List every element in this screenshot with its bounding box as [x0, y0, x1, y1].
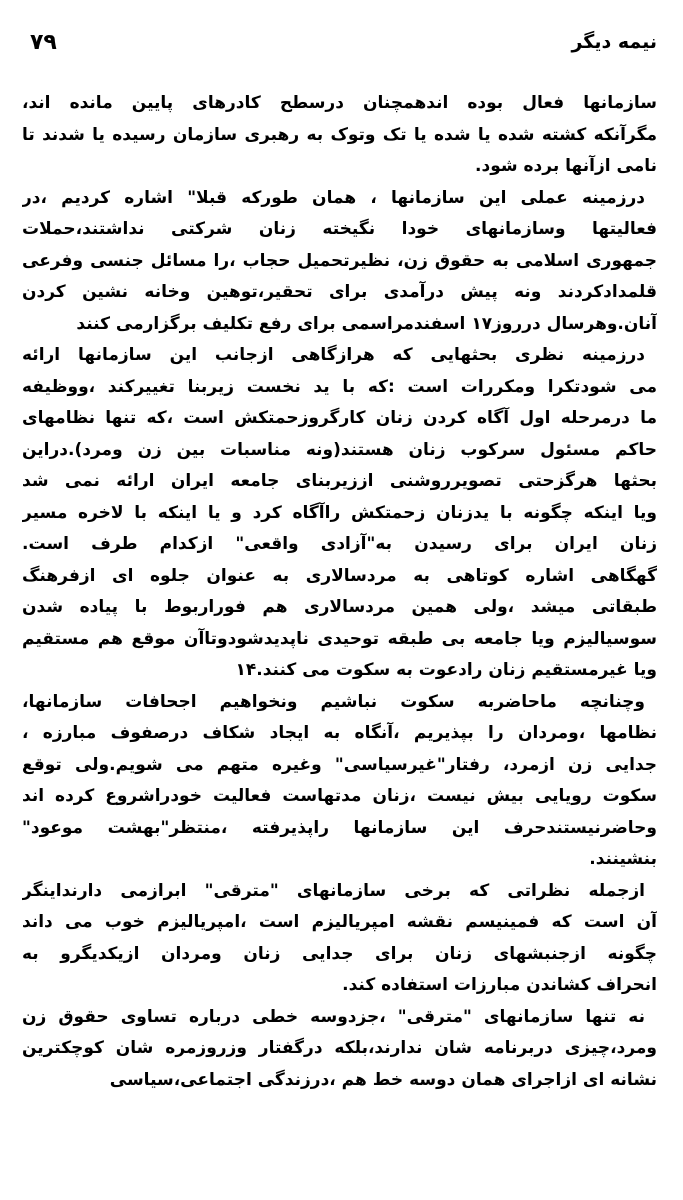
text-line: ما درمرحله اول آگاه کردن زنان کارگروزحمتکش است ،که تنها نظامهای	[22, 408, 657, 428]
text-line: ویا غیرمستقیم زنان رادعوت به سکوت می کنند.۱۴	[235, 660, 657, 680]
running-title: نیمه دیگر	[571, 31, 657, 53]
text-line: جمهوری اسلامی به حقوق زن، نظیرتحمیل حجاب ،را مسائل جنسی وفرعی	[22, 250, 657, 271]
text-line: زنان ایران برای رسیدن به"آزادی واقعی" ازکدام طرف است.	[22, 534, 657, 554]
text-line: چگونه ازجنبشهای زنان برای جدایی زنان ومردان ازیکدیگرو به	[22, 943, 657, 964]
text-line: نه تنها سازمانهای "مترقی" ،جزدوسه خطی درباره تساوی حقوق زن	[22, 1006, 645, 1027]
text-line: وحاضرنیستندحرف این سازمانها راپذیرفته ،منتظر"بهشت موعود"	[22, 817, 657, 838]
paragraph	[22, 183, 657, 341]
page-header	[22, 22, 657, 62]
text-line: قلمدادکردند ونه پیش درآمدی برای تحقیر،توهین وخانه نشین کردن	[22, 282, 657, 302]
text-line: درزمینه عملی این سازمانها ، همان طورکه قبلا" اشاره کردیم ،در	[22, 187, 645, 208]
text-line: درزمینه نظری بحثهایی که هرازگاهی ازجانب این سازمانها ارائه	[22, 345, 645, 365]
paragraph	[22, 88, 657, 183]
page-number: ۷۹	[30, 29, 57, 55]
text-line: طبقاتی میشد ،ولی همین مردسالاری هم فوراربوط با پیاده شدن	[22, 597, 657, 617]
paragraph	[22, 340, 657, 687]
text-line: نامی ازآنها برده شود.	[475, 156, 657, 176]
text-line: سازمانها فعال بوده اندهمچنان درسطح کادرهای پایین مانده اند،	[22, 93, 657, 113]
text-line: نظامها ،ومردان را بپذیریم ،آنگاه به ایجاد شکاف درصفوف مبارزه ،	[22, 723, 657, 743]
text-line: مگرآنکه کشته شده یا شده یا تک وتوک به رهبری سازمان رسیده یا شدند تا	[22, 124, 657, 145]
text-line: ازجمله نظراتی که برخی سازمانهای "مترقی" ابرازمی دارنداینگر	[22, 880, 645, 901]
body-text	[22, 88, 657, 1096]
paragraph	[22, 687, 657, 876]
text-line: وچنانچه ماحاضربه سکوت نباشیم ونخواهیم اجحافات سازمانها،	[22, 691, 645, 712]
text-line: جدایی زن ازمرد، رفتار"غیرسیاسی" وغیره متهم می شویم.ولی توقع	[22, 754, 657, 775]
text-line: بحثها هرگزحتی تصویرروشنی اززیربنای جامعه ایران ارائه نمی شد	[22, 471, 657, 491]
text-line: می شودتکرا ومکررات است :که با ید نخست زیربنا تغییرکند ،ووظیفه	[22, 376, 657, 397]
text-line: نشانه ای ازاجرای همان دوسه خط هم ،درزندگی اجتماعی،سیاسی	[109, 1069, 657, 1090]
paragraph	[22, 1002, 657, 1097]
text-line: ومرد،چیزی دربرنامه شان ندارند،بلکه درگفتار وزروزمره شان کوچکترین	[22, 1038, 657, 1058]
text-line: آنان.وهرسال درروز۱۷ اسفندمراسمی برای رفع تکلیف برگزارمی کنند	[76, 313, 657, 334]
paragraph	[22, 876, 657, 1002]
text-line: حاکم مسئول سرکوب زنان هستند(ونه مناسبات بین زن ومرد).دراین	[22, 439, 657, 460]
text-line: فعالیتها وسازمانهای خودا نگیخته زنان شرکتی نداشتند،حملات	[22, 219, 657, 239]
text-line: آن است که فمینیسم نقشه امپریالیزم است ،امپریالیزم خوب می داند	[22, 912, 657, 932]
text-line: سوسیالیزم ویا جامعه بی طبقه توحیدی ناپدیدشودوتاآن موقع هم مستقیم	[22, 628, 657, 649]
text-line: سکوت رویایی بیش نیست ،زنان مدتهاست فعالیت خودراشروع کرده اند	[22, 786, 657, 806]
text-line: بنشینند.	[589, 849, 657, 869]
text-line: انحراف کشاندن مبارزات استفاده کند.	[342, 975, 657, 995]
text-line: ویا اینکه چگونه با یدزنان زحمتکش راآگاه کرد و یا اینکه با لاخره مسیر	[22, 502, 657, 523]
text-line: گهگاهی اشاره کوتاهی به مردسالاری به عنوان جلوه ای ازفرهنگ	[22, 565, 657, 586]
